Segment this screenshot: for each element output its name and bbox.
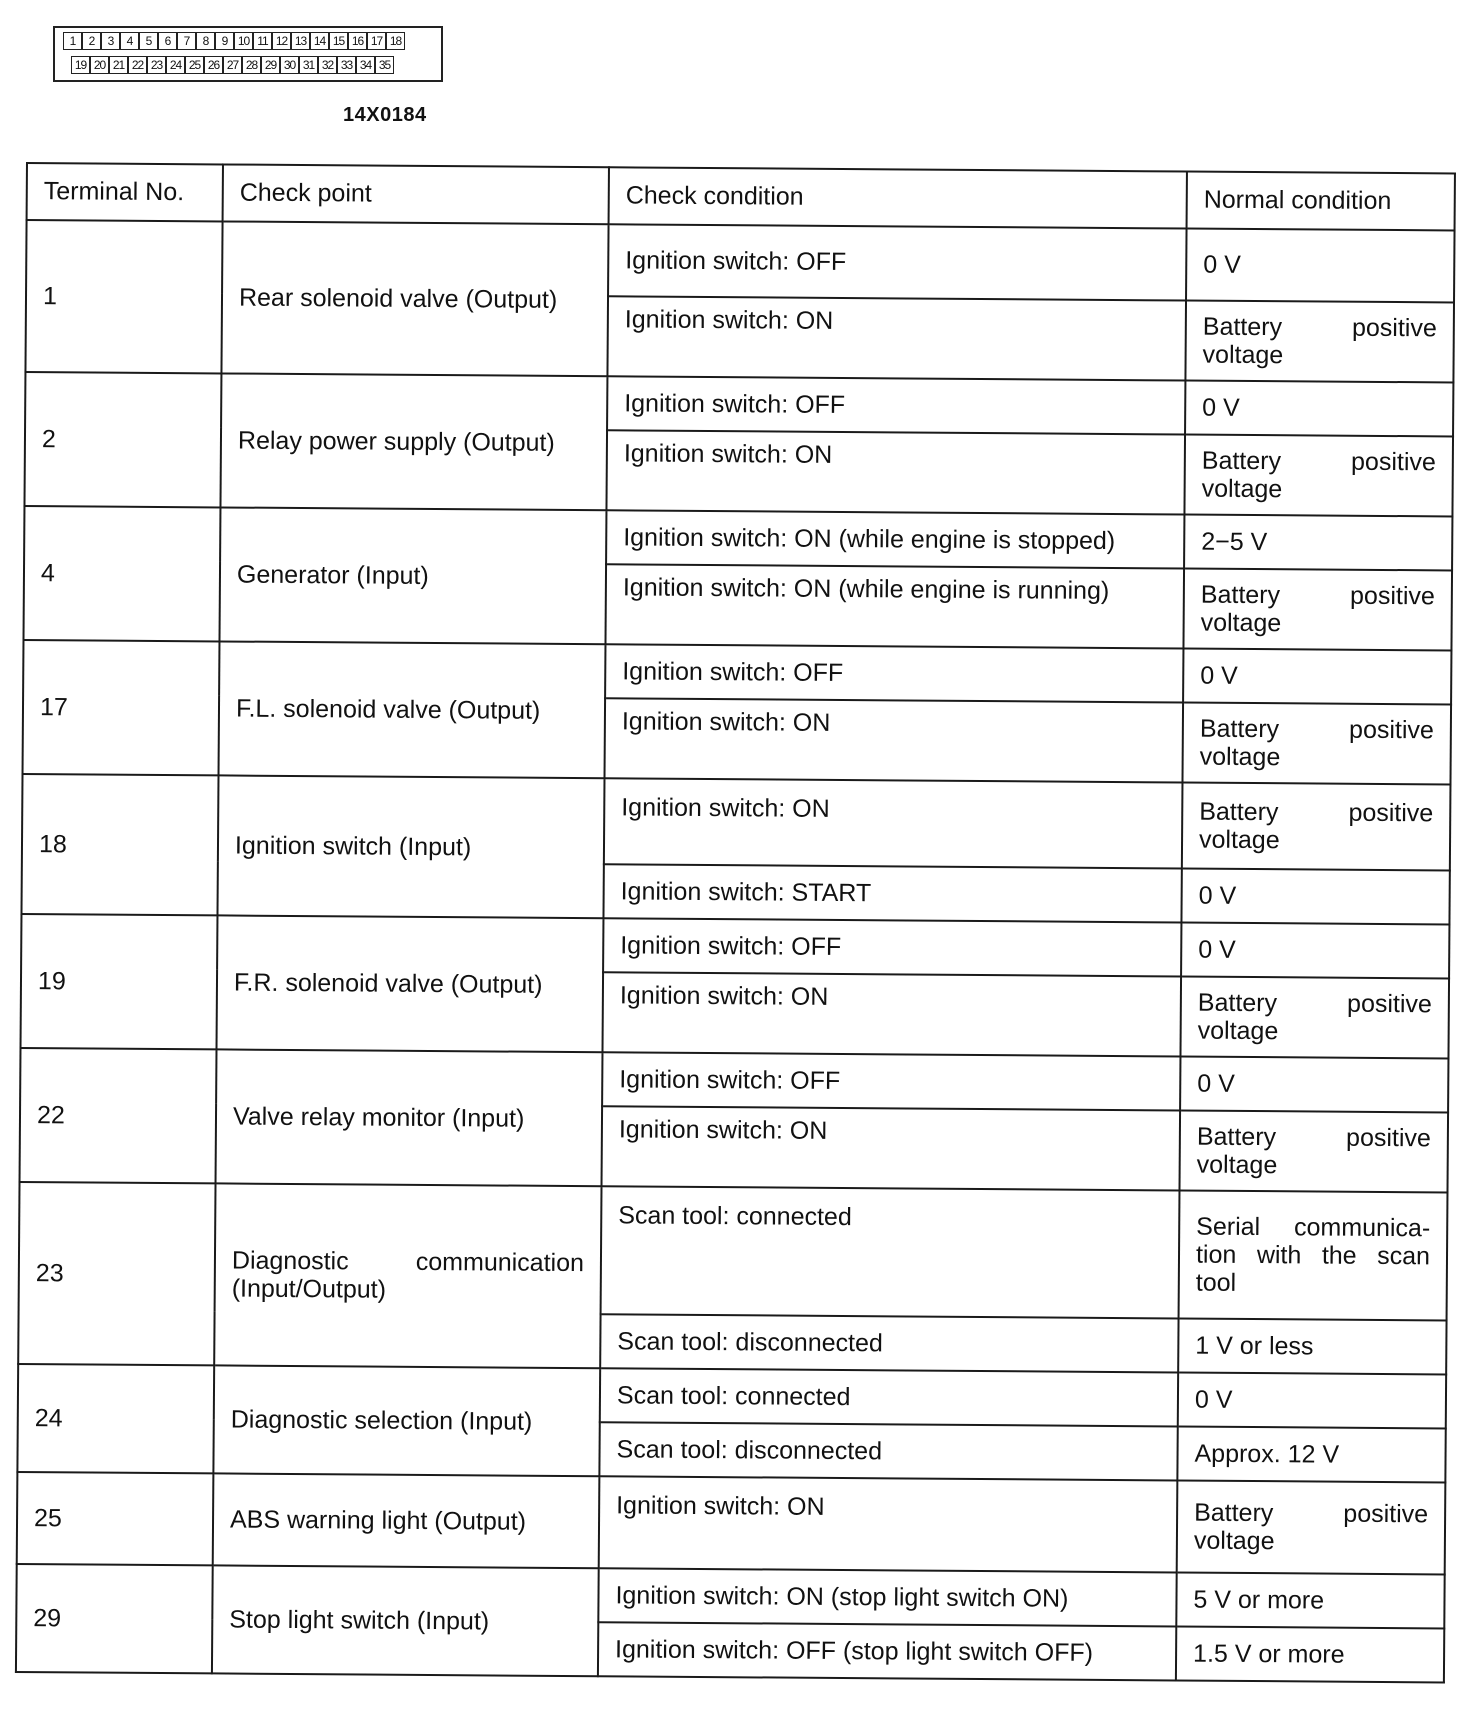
connector-pin: 29 <box>261 56 280 74</box>
connector-pin: 31 <box>299 56 318 74</box>
check-condition: Ignition switch: ON (stop light switch ON) <box>598 1568 1176 1626</box>
normal-condition: 0 V <box>1186 229 1455 303</box>
normal-word: voltage <box>1198 825 1280 855</box>
normal-word: voltage <box>1197 1016 1279 1046</box>
check-condition: Ignition switch: OFF <box>608 224 1187 300</box>
terminal-number: 4 <box>23 506 220 641</box>
normal-word: voltage <box>1201 474 1283 504</box>
normal-condition: 0 V <box>1181 868 1449 924</box>
check-condition: Ignition switch: ON <box>602 972 1181 1056</box>
normal-condition <box>1177 1480 1446 1574</box>
check-condition: Scan tool: connected <box>600 1368 1178 1426</box>
check-point: ABS warning light (Output) <box>213 1473 600 1568</box>
connector-pin: 18 <box>386 32 405 50</box>
connector-pin: 24 <box>166 56 185 74</box>
check-point: Stop light switch (Input) <box>212 1565 599 1676</box>
normal-condition <box>1179 1110 1448 1192</box>
check-condition: Ignition switch: ON <box>599 1476 1178 1572</box>
normal-word: Battery <box>1200 580 1281 610</box>
table-row <box>20 1048 1448 1112</box>
connector-pin: 7 <box>177 32 196 50</box>
normal-condition: 2−5 V <box>1184 515 1452 571</box>
normal-word: positive <box>1348 798 1434 828</box>
normal-word: voltage <box>1196 1150 1278 1180</box>
connector-pin: 12 <box>272 32 291 50</box>
terminal-number: 1 <box>25 220 222 373</box>
check-condition: Ignition switch: OFF <box>603 918 1181 976</box>
check-condition: Scan tool: disconnected <box>599 1422 1177 1480</box>
check-point: F.R. solenoid valve (Output) <box>217 915 604 1052</box>
normal-line: tool <box>1195 1268 1237 1297</box>
normal-condition: 0 V <box>1183 648 1451 704</box>
table-row <box>25 372 1453 436</box>
check-condition: Scan tool: connected <box>601 1186 1180 1318</box>
check-condition: Ignition switch: OFF <box>607 376 1185 434</box>
normal-condition: 0 V <box>1181 922 1449 978</box>
check-condition: Ignition switch: OFF (stop light switch OFF) <box>598 1622 1176 1680</box>
connector-pin: 17 <box>367 32 386 50</box>
normal-condition: 5 V or more <box>1176 1572 1444 1628</box>
table-row <box>18 1364 1446 1428</box>
terminal-number: 25 <box>17 1472 214 1565</box>
header-check-point: Check point <box>223 164 609 224</box>
connector-pin: 4 <box>120 32 139 50</box>
normal-word: positive <box>1350 447 1436 477</box>
normal-word: Battery <box>1196 1122 1277 1152</box>
connector-pin: 1 <box>63 32 82 50</box>
terminal-number: 19 <box>21 914 218 1049</box>
check-point: Rear solenoid valve (Output) <box>221 221 608 376</box>
connector-pin: 23 <box>147 56 166 74</box>
normal-line: tion with the scan <box>1195 1240 1431 1271</box>
normal-word: positive <box>1343 1499 1429 1529</box>
table-row <box>19 1182 1448 1320</box>
terminal-number: 22 <box>20 1048 217 1183</box>
terminal-number: 2 <box>24 372 221 507</box>
normal-word: Battery <box>1199 797 1279 827</box>
check-point <box>214 1183 601 1368</box>
table-row <box>22 774 1451 870</box>
table-row <box>23 640 1451 704</box>
normal-word: positive <box>1346 989 1432 1019</box>
check-point: Ignition switch (Input) <box>217 775 604 918</box>
normal-condition: 0 V <box>1185 381 1453 437</box>
normal-condition <box>1183 568 1452 650</box>
table-row <box>26 220 1454 302</box>
check-point: Relay power supply (Output) <box>220 373 607 510</box>
connector-pin: 25 <box>185 56 204 74</box>
check-point: Generator (Input) <box>219 507 606 644</box>
normal-condition <box>1184 435 1453 517</box>
normal-word: Battery <box>1194 1498 1274 1528</box>
connector-pin: 5 <box>139 32 158 50</box>
connector-pin: 6 <box>158 32 177 50</box>
normal-condition <box>1179 1190 1448 1320</box>
normal-condition <box>1185 301 1454 383</box>
connector-pin: 3 <box>101 32 120 50</box>
normal-word: positive <box>1351 313 1437 343</box>
connector-pin: 9 <box>215 32 234 50</box>
table-row <box>16 1564 1444 1628</box>
normal-condition: 0 V <box>1180 1056 1448 1112</box>
connector-pin: 22 <box>128 56 147 74</box>
normal-condition <box>1182 702 1451 784</box>
normal-line: Serial communica- <box>1196 1212 1431 1243</box>
connector-pin: 19 <box>71 56 90 74</box>
connector-pin: 10 <box>234 32 253 50</box>
connector-pin: 21 <box>109 56 128 74</box>
check-condition: Scan tool: disconnected <box>600 1314 1178 1372</box>
check-condition: Ignition switch: ON <box>604 778 1183 868</box>
connector-pin: 2 <box>82 32 101 50</box>
connector-diagram <box>53 26 443 82</box>
check-condition: Ignition switch: START <box>603 864 1181 922</box>
connector-pin: 34 <box>356 56 375 74</box>
terminal-number: 17 <box>23 640 220 775</box>
connector-pin: 33 <box>337 56 356 74</box>
check-condition: Ignition switch: OFF <box>605 644 1183 702</box>
connector-pin: 26 <box>204 56 223 74</box>
normal-word: voltage <box>1200 608 1282 638</box>
check-condition: Ignition switch: ON <box>604 698 1183 782</box>
normal-word: voltage <box>1193 1526 1275 1556</box>
terminal-number: 23 <box>18 1182 215 1365</box>
terminal-number: 29 <box>16 1564 213 1673</box>
normal-word: Battery <box>1197 988 1278 1018</box>
terminal-number: 24 <box>17 1364 214 1473</box>
terminal-check-table <box>15 162 1456 1683</box>
check-condition: Ignition switch: ON <box>606 430 1185 514</box>
connector-bottom-row <box>71 56 394 78</box>
normal-word: voltage <box>1202 340 1284 370</box>
check-point-line: (Input/Output) <box>231 1274 387 1304</box>
connector-top-row <box>63 32 405 54</box>
header-normal-condition: Normal condition <box>1187 172 1455 231</box>
normal-word: Battery <box>1201 446 1282 476</box>
connector-pin: 28 <box>242 56 261 74</box>
normal-word: positive <box>1346 1123 1431 1153</box>
connector-pin: 15 <box>329 32 348 50</box>
table-row <box>24 506 1452 570</box>
connector-pin: 8 <box>196 32 215 50</box>
normal-condition: 0 V <box>1178 1372 1446 1428</box>
check-condition: Ignition switch: ON <box>602 1106 1181 1190</box>
connector-pin: 13 <box>291 32 310 50</box>
check-point: F.L. solenoid valve (Output) <box>219 641 606 778</box>
normal-condition: Approx. 12 V <box>1177 1426 1445 1482</box>
normal-word: positive <box>1349 715 1434 745</box>
connector-pin: 27 <box>223 56 242 74</box>
connector-pin: 35 <box>375 56 394 74</box>
normal-condition <box>1180 976 1449 1058</box>
check-point-line: Diagnostic communication <box>231 1246 585 1278</box>
check-point: Valve relay monitor (Input) <box>216 1049 603 1186</box>
check-point: Diagnostic selection (Input) <box>213 1365 600 1476</box>
check-condition: Ignition switch: ON <box>607 296 1186 380</box>
connector-pin: 16 <box>348 32 367 50</box>
terminal-number: 18 <box>21 774 218 915</box>
normal-condition: 1 V or less <box>1178 1318 1446 1374</box>
connector-pin: 11 <box>253 32 272 50</box>
connector-pin: 20 <box>90 56 109 74</box>
connector-pin: 32 <box>318 56 337 74</box>
check-condition: Ignition switch: ON (while engine is stopped) <box>606 510 1184 568</box>
header-check-condition: Check condition <box>609 167 1187 228</box>
connector-pin: 14 <box>310 32 329 50</box>
check-condition: Ignition switch: OFF <box>602 1052 1180 1110</box>
header-terminal: Terminal No. <box>27 163 223 221</box>
table-row <box>21 914 1449 978</box>
connector-pin: 30 <box>280 56 299 74</box>
table-row <box>17 1472 1446 1574</box>
normal-word: voltage <box>1199 742 1281 772</box>
normal-word: Battery <box>1202 312 1283 342</box>
normal-word: positive <box>1349 581 1435 611</box>
table-header-row <box>27 163 1455 230</box>
check-condition: Ignition switch: ON (while engine is running) <box>605 564 1184 648</box>
normal-condition: 1.5 V or more <box>1176 1626 1444 1682</box>
normal-condition <box>1182 782 1451 870</box>
figure-id: 14X0184 <box>343 104 427 126</box>
normal-word: Battery <box>1199 714 1280 744</box>
